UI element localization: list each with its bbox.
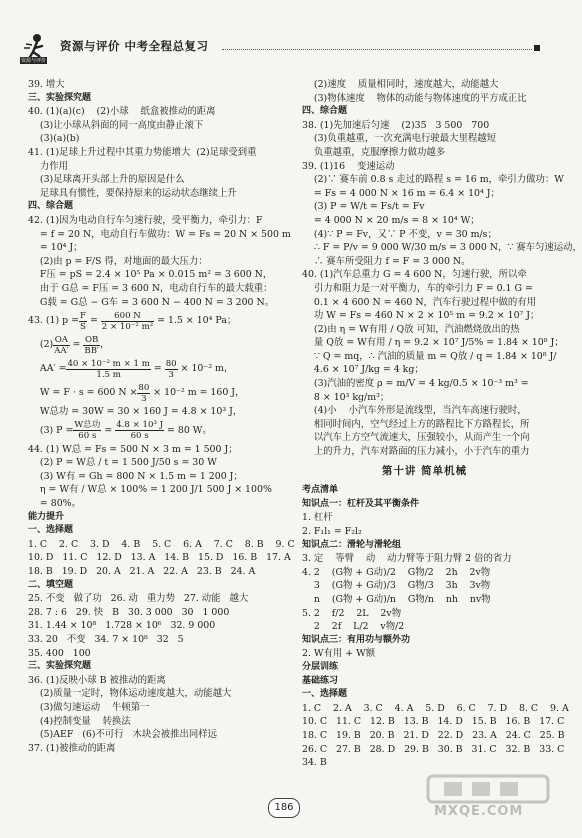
answer-line: 40. (1)(a)(c) (2)小球 纸盒被推动的距离 xyxy=(28,106,216,118)
numerator: W总功 xyxy=(74,420,101,431)
answer-line: (3) W有 = Gh = 800 N × 1.5 m = 1 200 J； xyxy=(28,470,243,482)
section-heading: 分层训练 xyxy=(302,661,339,672)
answer-line: 5. 2 f/2 2L 2v物 xyxy=(302,607,402,619)
formula-line xyxy=(28,309,290,333)
answer-line: (3)让小球从斜面的同一高度由静止滚下 xyxy=(28,119,204,131)
answer-line: 33. 20 不变 34. 7 × 10⁸ 32 5 xyxy=(28,634,184,645)
formula-text: = 80 W。 xyxy=(164,424,212,436)
answer-line: (4)∵ P = Fv，又∵ P 不变，v = 30 m/s； xyxy=(302,228,497,240)
numerator: F xyxy=(80,310,86,321)
fraction xyxy=(137,383,150,404)
answer-line: ∴ F = P/v = 9 000 W/30 m/s = 3 000 N，∵ 赛车匀速运动， xyxy=(302,242,582,254)
formula-text: = 1.5 × 10⁴ Pa； xyxy=(154,315,237,327)
answer-line: 2. F₁l₁ = F₂l₂ xyxy=(302,526,362,537)
formula-text: AA′ = xyxy=(28,363,67,375)
numerator: 600 N xyxy=(101,311,154,322)
answer-line: (4)小 小汽车外形是流线型，当汽车高速行驶时， xyxy=(302,405,527,417)
answer-line: 18. B 19. D 20. A 21. A 22. A 23. B 24. A xyxy=(28,566,256,578)
denominator: S xyxy=(80,321,86,332)
answer-line: ∵ Q = mq，∴ 汽油的质量 m = Q放 / q = 1.84 × 10⁸ J/ xyxy=(302,350,557,362)
watermark-logo-icon xyxy=(420,772,560,834)
formula-line xyxy=(28,381,290,405)
denominator: 3 xyxy=(168,369,174,380)
section-heading: 能力提升 xyxy=(28,511,65,522)
formula-line xyxy=(28,357,290,381)
section-heading: 四、综合题 xyxy=(28,201,74,212)
answer-line: (2)由 η = W有用 / Q放 可知，汽油燃烧放出的热 xyxy=(302,323,520,335)
denominator: 60 s xyxy=(78,431,97,442)
answer-line: 相同时间内，空气经过上方的路程比下方路程长，所 xyxy=(302,418,530,430)
numerator: 80 xyxy=(165,358,177,369)
formula-text: × 10⁻² m， xyxy=(177,363,234,375)
answer-line: 18. C 19. B 20. B 21. D 22. D 23. A 24. C 25. B xyxy=(302,729,565,741)
answer-line: 足球具有惯性，要保持原来的运动状态继续上升 xyxy=(28,187,237,199)
denominator: 3 xyxy=(141,393,147,404)
numerator: OA xyxy=(54,334,69,345)
logo-caption: 资源与评价 xyxy=(21,58,47,64)
answer-line: 2 2f L/2 v物/2 xyxy=(302,621,405,633)
answer-line: 3 (G物 + G动)/3 G物/3 3h 3v物 xyxy=(302,580,491,592)
answer-line: (3)做匀速运动 牛顿第一 xyxy=(28,701,150,713)
formula-text: 43. (1) p = xyxy=(28,315,79,327)
answer-line: (3)足球离开头部上升的原因是什么 xyxy=(28,174,185,186)
answer-line: 39. (1)16 变速运动 xyxy=(302,160,395,172)
answer-line: 4.6 × 10⁷ J/kg = 4 kg； xyxy=(302,364,424,376)
answer-line: 以汽车上方空气流速大，压强较小，从而产生一个向 xyxy=(302,432,530,444)
right-column xyxy=(302,78,582,770)
numerator: 40 × 10⁻² m × 1 m xyxy=(67,358,150,369)
answer-line: ∴ 赛车所受阻力 f = F = 3 000 N。 xyxy=(302,255,471,267)
formula-text: (2) xyxy=(28,339,54,351)
answer-line: = f = 20 N，电动自行车做功：W = Fs = 20 N × 500 m xyxy=(28,228,291,240)
section-heading: 考点清单 xyxy=(302,485,339,496)
denominator: AA′ xyxy=(54,345,69,356)
denominator: 60 s xyxy=(130,431,149,442)
denominator: 1.5 m xyxy=(96,369,121,380)
page-header xyxy=(22,30,542,70)
watermark xyxy=(420,772,560,834)
formula-text: × 10⁻² m = 160 J， xyxy=(150,387,245,399)
numerator: 80 xyxy=(138,382,150,393)
answer-line: = 10⁴ J； xyxy=(28,242,83,254)
fraction xyxy=(73,420,101,441)
answer-line: (2)速度 质量相同时，速度越大，动能越大 xyxy=(302,79,499,90)
fraction xyxy=(83,335,100,356)
section-heading: 基础练习 xyxy=(302,675,339,686)
numerator: 4.8 × 10³ J xyxy=(116,420,164,431)
answer-line: 10. D 11. C 12. D 13. A 14. B 15. D 16. B 17. A xyxy=(28,552,291,564)
answer-line: 力作用 xyxy=(28,160,69,172)
answer-line: n (G物 + G动)/n G物/n nh nv物 xyxy=(302,593,491,605)
answer-line: (5)AEF (6)不可行 木块会被推出同样远 xyxy=(28,729,217,741)
answer-line: η = W有 / W总 × 100% = 1 200 J/1 500 J × 100% xyxy=(28,484,272,496)
fraction xyxy=(165,359,178,380)
fraction xyxy=(66,359,150,380)
book-title: 资源与评价 中考全程总复习 xyxy=(60,39,209,53)
answer-line: 31. 1.44 × 10⁸ 1.728 × 10⁶ 32. 9 000 xyxy=(28,620,216,632)
answer-line: 38. (1)先加速后匀速 (2)35 3 500 700 xyxy=(302,119,490,131)
answer-line: (4)控制变量 转换法 xyxy=(28,715,131,727)
answer-line: 引力和阻力是一对平衡力，车的牵引力 F = 0.1 G = xyxy=(302,282,533,294)
answer-line: = Fs = 4 000 N × 16 m = 6.4 × 10⁴ J； xyxy=(302,187,500,199)
answer-line: 40. (1)汽车总重力 G = 4 600 N，匀速行驶，所以牵 xyxy=(302,269,527,281)
answer-line: 28. 7 : 6 29. 快 B 30. 3 000 30 1 000 xyxy=(28,606,230,618)
answer-line: 2. W有用 + W额 xyxy=(302,648,376,660)
formula-text: = xyxy=(69,339,84,351)
denominator: 2 × 10⁻² m² xyxy=(101,321,154,332)
answer-line: 42. (1)因为电动自行车匀速行驶，受平衡力，牵引力：F xyxy=(28,214,263,226)
formula-text: ， xyxy=(100,339,110,351)
formula-text: W = F · s = 600 N × xyxy=(28,387,138,399)
answer-line: 8 × 10³ kg/m³； xyxy=(302,391,390,403)
answer-line: 1. 杠杆 xyxy=(302,512,333,524)
section-heading: 知识点三：有用功与额外功 xyxy=(302,634,411,645)
answer-line: 25. 不变 做了功 26. 动 重力势 27. 动能 越大 xyxy=(28,593,249,605)
answer-line: 0.1 × 4 600 N = 460 N，汽车行驶过程中做的有用 xyxy=(302,296,537,308)
section-heading: 一、选择题 xyxy=(28,525,74,536)
header-dotted-rule xyxy=(222,49,532,50)
answer-line: 39. 增大 xyxy=(28,79,65,90)
answer-line: 44. (1) W总 = Fs = 500 N × 3 m = 1 500 J； xyxy=(28,443,238,455)
header-square-mark xyxy=(534,45,540,51)
fraction xyxy=(53,335,69,356)
answer-line: 37. (1)被推动的距离 xyxy=(28,742,116,754)
section-heading: 知识点一：杠杆及其平衡条件 xyxy=(302,498,420,509)
answer-line: 由于 G总 = F压 = 3 600 N，电动自行车的最大载重： xyxy=(28,282,273,294)
formula-line xyxy=(28,419,290,443)
answer-line: 34. B xyxy=(302,757,327,769)
answer-line: 4. 2 (G物 + G动)/2 G物/2 2h 2v物 xyxy=(302,566,491,578)
answer-line: G载 = G总 − G车 = 3 600 N − 400 N = 3 200 N。 xyxy=(28,296,275,308)
answer-line: (3)物体速度 物体的动能与物体速度的平方成正比 xyxy=(302,92,527,104)
fraction xyxy=(115,420,164,441)
formula-text: (3) P = xyxy=(28,424,74,436)
answer-line: 36. (1)反映小球 B 被推动的距离 xyxy=(28,674,166,686)
formula-line xyxy=(28,333,290,357)
fraction xyxy=(79,311,87,332)
answer-line: (3)负重越重，一次充满电行驶最大里程越短 xyxy=(302,133,496,145)
numerator: OB xyxy=(85,334,99,345)
answer-line: 1. C 2. A 3. C 4. A 5. D 6. C 7. D 8. C 9. A xyxy=(302,702,569,714)
answer-line: 10. C 11. C 12. B 13. B 14. D 15. B 16. B 17. C xyxy=(302,716,565,728)
formula-text: = xyxy=(150,363,165,375)
left-column xyxy=(28,78,295,755)
answer-line: 35. 400 100 xyxy=(28,647,91,659)
answer-line: (3)(a)(b) xyxy=(28,133,80,145)
answer-line: 功 W = Fs = 460 N × 2 × 10⁵ m = 9.2 × 10⁷ J； xyxy=(302,310,540,322)
answer-line: 26. C 27. B 28. D 29. B 30. B 31. C 32. B 33. C xyxy=(302,743,565,755)
answer-line: 负重越重，克服摩擦力做功越多 xyxy=(302,146,446,158)
chapter-title: 第十讲 简单机械 xyxy=(381,464,468,477)
page-number: 186 xyxy=(268,798,300,818)
answer-line: 3. 定 等臂 动 动力臂等于阻力臂 2 倍的省力 xyxy=(302,553,512,565)
formula-text: = xyxy=(101,424,116,436)
section-heading: 三、实验探究题 xyxy=(28,92,92,103)
watermark-text: MXQE.COM xyxy=(434,804,524,819)
answer-line: 量 Q放 = W有用 / η = 9.2 × 10⁷ J/5% = 1.84 × 10⁸ J； xyxy=(302,337,564,349)
section-heading: 一、选择题 xyxy=(302,689,348,700)
answer-line: W总功 = 30W = 30 × 160 J = 4.8 × 10³ J， xyxy=(28,406,243,418)
section-heading: 知识点二：滑轮与滑轮组 xyxy=(302,539,402,550)
answer-line: (2)由 p = F/S 得，对地面的最大压力： xyxy=(28,255,208,267)
answer-line: 1. C 2. C 3. D 4. B 5. C 6. A 7. C 8. B 9. C xyxy=(28,538,295,550)
answer-line: (2) P = W总 / t = 1 500 J/50 s = 30 W xyxy=(28,457,217,469)
formula-text: = xyxy=(86,315,101,327)
section-heading: 四、综合题 xyxy=(302,106,348,117)
section-heading: 三、实验探究题 xyxy=(28,661,92,672)
answer-line: (2)∵ 赛车前 0.8 s 走过的路程 s = 16 m，牵引力做功：W xyxy=(302,174,564,186)
answer-line: = 4 000 N × 20 m/s = 8 × 10⁴ W； xyxy=(302,214,480,226)
fraction xyxy=(101,311,154,332)
section-heading: 二、填空题 xyxy=(28,579,74,590)
answer-line: 41. (1)足球上升过程中其重力势能增大 (2)足球受到重 xyxy=(28,146,257,158)
answer-line: = 80%。 xyxy=(28,498,81,510)
answer-line: (2)质量一定时，物体运动速度越大，动能越大 xyxy=(28,688,232,700)
denominator: BB′ xyxy=(84,345,99,356)
answer-line: 上的升力，汽车对路面的压力减小，小于汽车的重力 xyxy=(302,446,530,458)
answer-line: F压 = pS = 2.4 × 10⁵ Pa × 0.015 m² = 3 600 N， xyxy=(28,269,273,281)
answer-line: (3)汽油的密度 ρ = m/V = 4 kg/0.5 × 10⁻³ m³ = xyxy=(302,378,529,390)
answer-line: (3) P = W/t = Fs/t = Fv xyxy=(302,201,425,213)
